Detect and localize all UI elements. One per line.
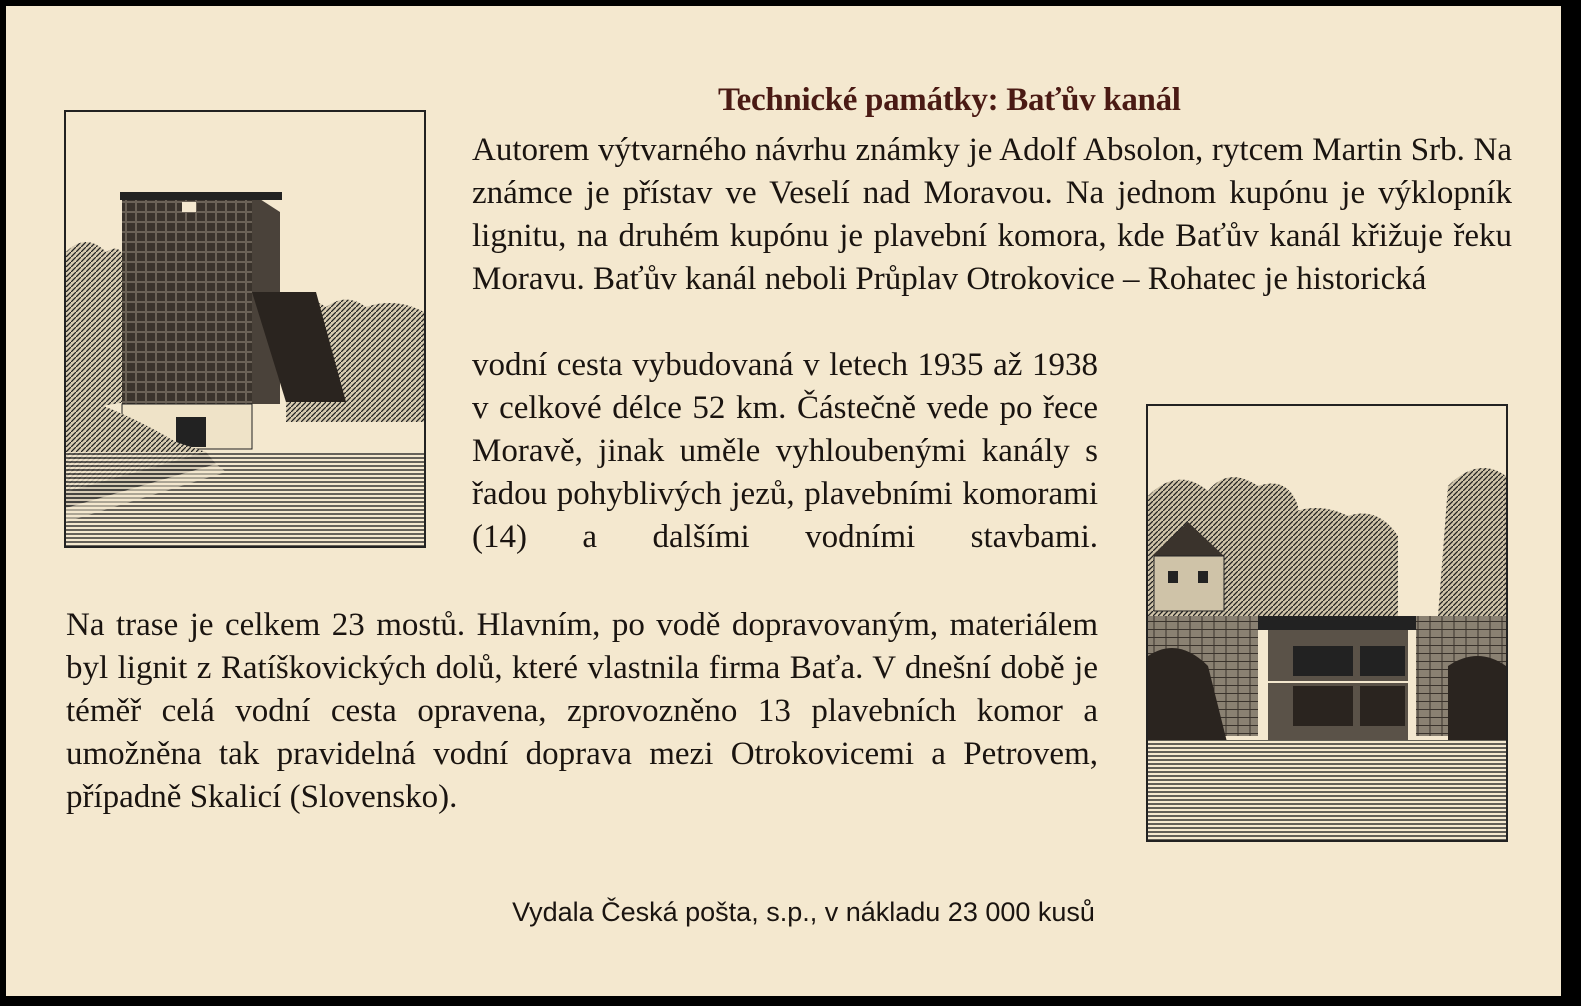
- history-paragraph: vodní cesta vybudovaná v letech 1935 až 1938 v celkové délce 52 km. Částečně vede po řece Moravě, jinak uměle vyhloubenými kanály s řadou pohyblivých jezů, plavebními komorami (14) a dalšími vodními stavbami.: [472, 347, 1098, 555]
- navigation-lock-engraving: [1146, 404, 1508, 842]
- route-paragraph: Na trase je celkem 23 mostů. Hlavním, po vodě dopravovaným, materiálem byl lignit z Ratíškovických dolů, které vlastnila firma Baťa. V dnešní době je téměř celá vodní cesta opravena, zprovozněno 13 plavebních komor a umožněna tak pravidelná vodní doprava mezi Otrokovicemi a Petrovem, případně Skalicí (Slovensko).: [66, 607, 1098, 815]
- publisher-note: Vydala Česká pošta, s.p., v nákladu 23 000 kusů: [512, 897, 1095, 927]
- commemorative-card: [6, 6, 1561, 996]
- card-title: Technické památky: Baťův kanál: [718, 82, 1181, 118]
- lignite-tipper-engraving: [64, 110, 426, 548]
- intro-paragraph: Autorem výtvarného návrhu známky je Adolf Absolon, rytcem Martin Srb. Na známce je přístav ve Veselí nad Moravou. Na jednom kupónu je výklopník lignitu, na druhém kupónu je plavební komora, kde Baťův kanál křižuje řeku Moravu. Baťův kanál neboli Průplav Otrokovice – Rohatec je historická: [472, 132, 1512, 297]
